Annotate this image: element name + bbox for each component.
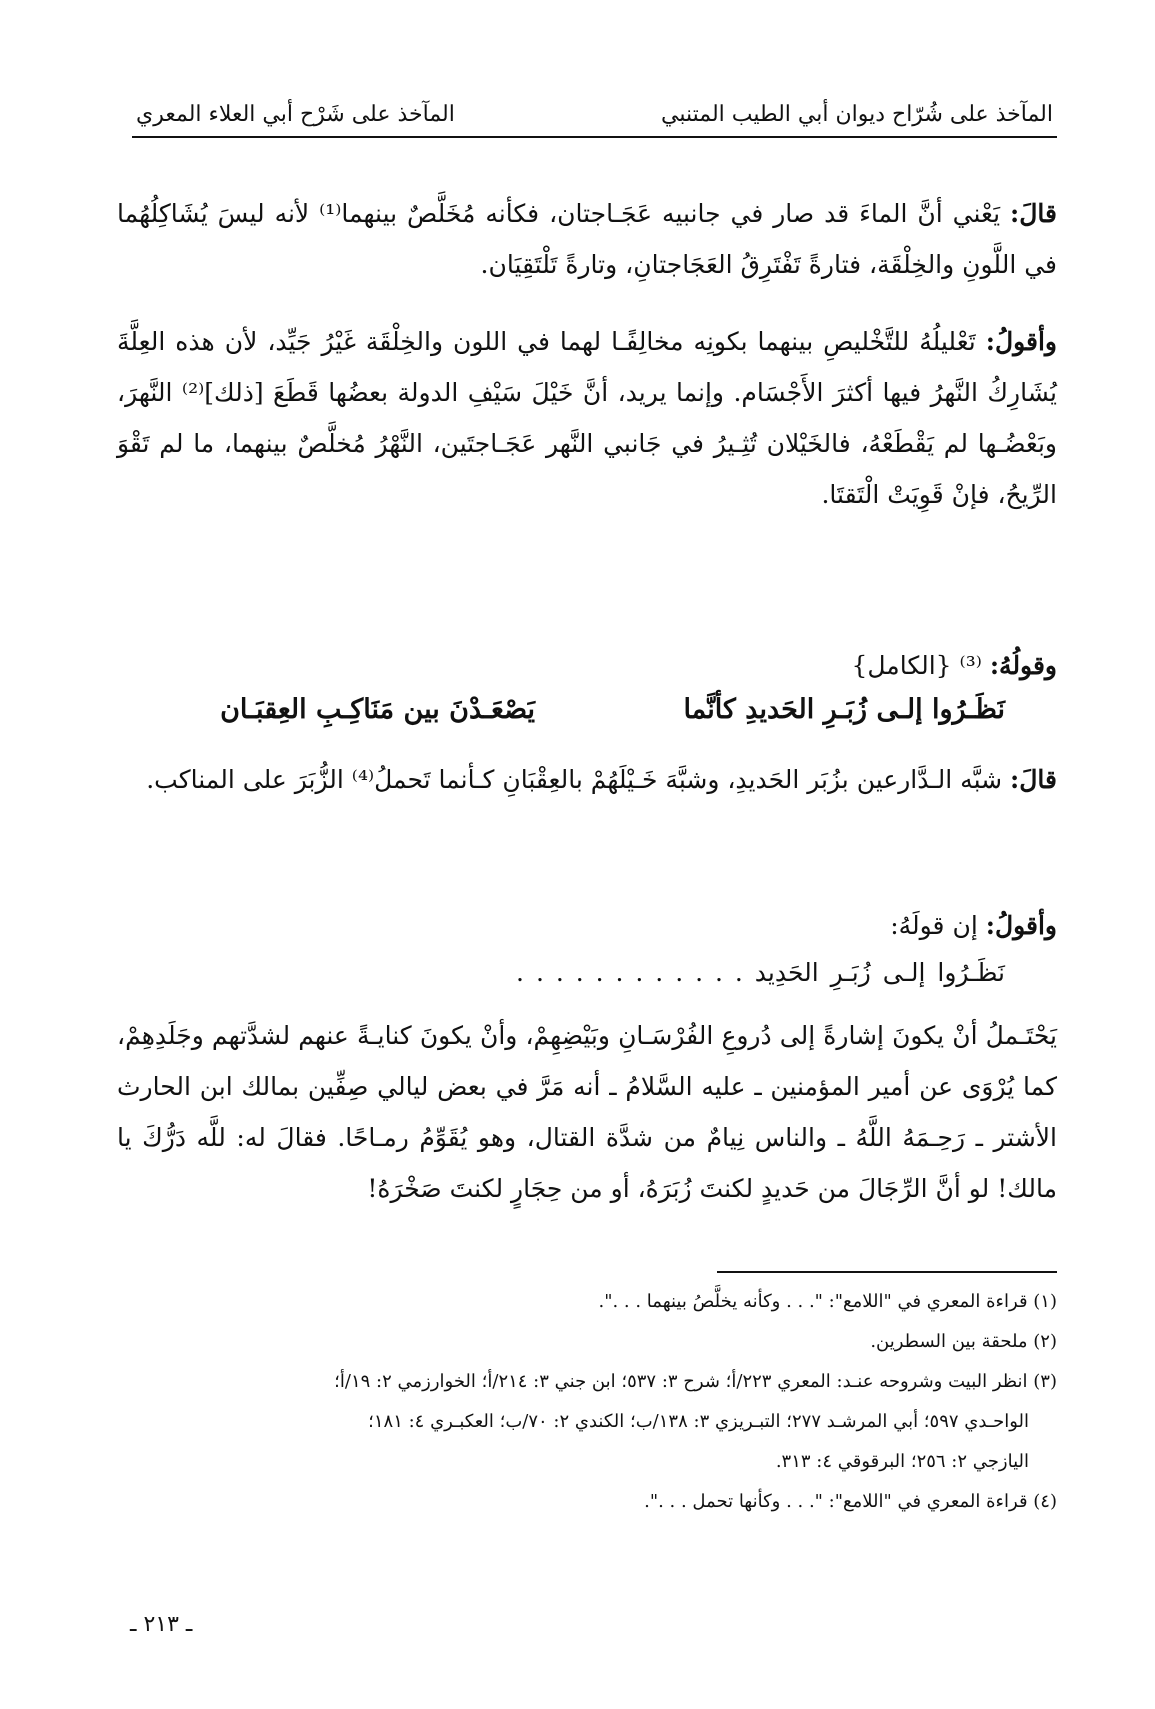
paragraph-commentary-1: [117, 188, 1057, 290]
paragraph-lead-qawluhu: وقولُهُ:: [989, 651, 1057, 680]
meter-label: ⁽³⁾ {الكامل}: [851, 651, 990, 680]
footnote-2: (٢) ملحقة بين السطرين.: [870, 1331, 1057, 1352]
paragraph-response-1: [117, 316, 1057, 520]
footnote-divider: [717, 1271, 1057, 1273]
verse-intro: [117, 640, 1057, 691]
footnote-4: (٤) قراءة المعري في "اللامع": ". . . وكأنها تحمل . . .".: [644, 1491, 1057, 1512]
poetry-verse: [220, 694, 1005, 725]
page-number: ـ ٢١٣ ـ: [130, 1612, 193, 1637]
footnote-3: [117, 1362, 1057, 1482]
paragraph-lead-aqulu: وأقولُ:: [985, 911, 1057, 940]
footnotes: [117, 1282, 1057, 1522]
paragraph-explanation: [117, 1010, 1057, 1214]
header-chapter-title: المآخذ على شَرْح أبي العلاء المعري: [136, 102, 455, 127]
footnote-3-line-2: الواحـدي ٥٩٧؛ أبي المرشـد ٢٧٧؛ التبـريزي ٣: ١٣٨/ب؛ الكندي ٢: ٧٠/ب؛ العكبـري ٤: ١٨١؛: [368, 1411, 1029, 1432]
footnote-1: (١) قراءة المعري في "اللامع": ". . . وكأنه يخلَّصُ بينهما . . .".: [598, 1291, 1057, 1312]
paragraph-lead-qala: قالَ:: [1010, 199, 1057, 228]
running-header: [132, 96, 1057, 138]
header-book-title: المآخذ على شُرّاح ديوان أبي الطيب المتنبي: [661, 102, 1053, 127]
paragraph-text: يَحْتَـملُ أنْ يكونَ إشارةً إلى دُروعِ الفُرْسَـانِ وبَيْضِهِمْ، وأنْ يكونَ كنايـةً عنهم لشدَّتهم وجَلَدِهِمْ، كما يُرْوَى عن أمير المؤمنين ـ عليه السَّلامُ ـ أنه مَرَّ في بعض ليالي صِفِّين بمالك ابن الحارث الأشتر ـ رَحِـمَهُ اللَّهُ ـ والناس نِيامٌ من شدَّة القتال، وهو يُقَوِّمُ رمـاحًا. فقالَ له: للَّه دَرُّكَ يا مالك! لو أنَّ الرِّجَالَ من حَديدٍ لكنتَ زُبَرَهُ، أو من حِجَارٍ لكنتَ صَخْرَهُ!: [117, 1021, 1057, 1203]
poetry-verse-quoted: نَظَـرُوا إلـى زُبَـرِ الحَدِيد . . . . . . . . . . . .: [516, 958, 1005, 987]
footnote-3-line-1: (٣) انظر البيت وشروحه عنـد: المعري ٢٢٣/أ؛ شرح ٣: ٥٣٧؛ ابن جني ٣: ٢١٤/أ؛ الخوارزمي ٢: ١٩/أ؛: [334, 1371, 1057, 1392]
paragraph-text: تَعْليلُهُ للتَّخْليصِ بينهما بكونِه مخالِفًـا لهما في اللون والخِلْقَة غَيْرُ جَيِّد، لأن هذه العِلَّةَ يُشَارِكُ النَّهرُ فيها أكثرَ الأَجْسَام. وإنما يريد، أنَّ خَيْلَ سَيْفِ الدولة بعضُها قَطَعَ [ذلك]⁽²⁾ النَّهرَ، وبَعْضُـها لم يَقْطَعْهُ، فالخَيْلان تُثِـيرُ في جَانبي النَّهر عَجَـاجتَين، النَّهْرُ مُخلَّصٌ بينهما، ما لم تَقْوَ الرِّيحُ، فإنْ قَوِيَتْ الْتَقتَا.: [117, 327, 1057, 509]
paragraph-lead-aqulu: وأقولُ:: [985, 327, 1057, 356]
paragraph-commentary-2: [117, 754, 1057, 805]
verse-first-hemistich: نَظَـرُوا إلـى زُبَـرِ الحَديدِ كأنَّما: [683, 694, 1005, 725]
paragraph-text: شبَّه الـدَّارعين بزُبَر الحَديدِ، وشبَّهَ خَـيْلَهُمْ بالعِقْبَانِ كـأنما تَحملُ⁽⁴⁾ الزُّبَرَ على المناكب.: [146, 765, 1011, 794]
paragraph-lead-qala: قالَ:: [1010, 765, 1057, 794]
verse-second-hemistich: يَصْعَـدْنَ بين مَنَاكِـبِ العِقبَـان: [220, 694, 535, 725]
paragraph-text: يَعْني أنَّ الماءَ قد صار في جانبيه عَجَـاجتان، فكأنه مُخَلَّصٌ بينهما⁽¹⁾ لأنه ليسَ يُشَاكِلُهُما في اللَّونِ والخِلْقَة، فتارةً تَفْتَرِقُ العَجَاجتانِ، وتارةً تَلْتَقِيَان.: [117, 199, 1057, 279]
paragraph-text: إن قولَهُ:: [890, 911, 986, 940]
paragraph-response-2: [117, 900, 1057, 951]
footnote-3-line-3: اليازجي ٢: ٢٥٦؛ البرقوقي ٤: ٣١٣.: [775, 1451, 1029, 1472]
